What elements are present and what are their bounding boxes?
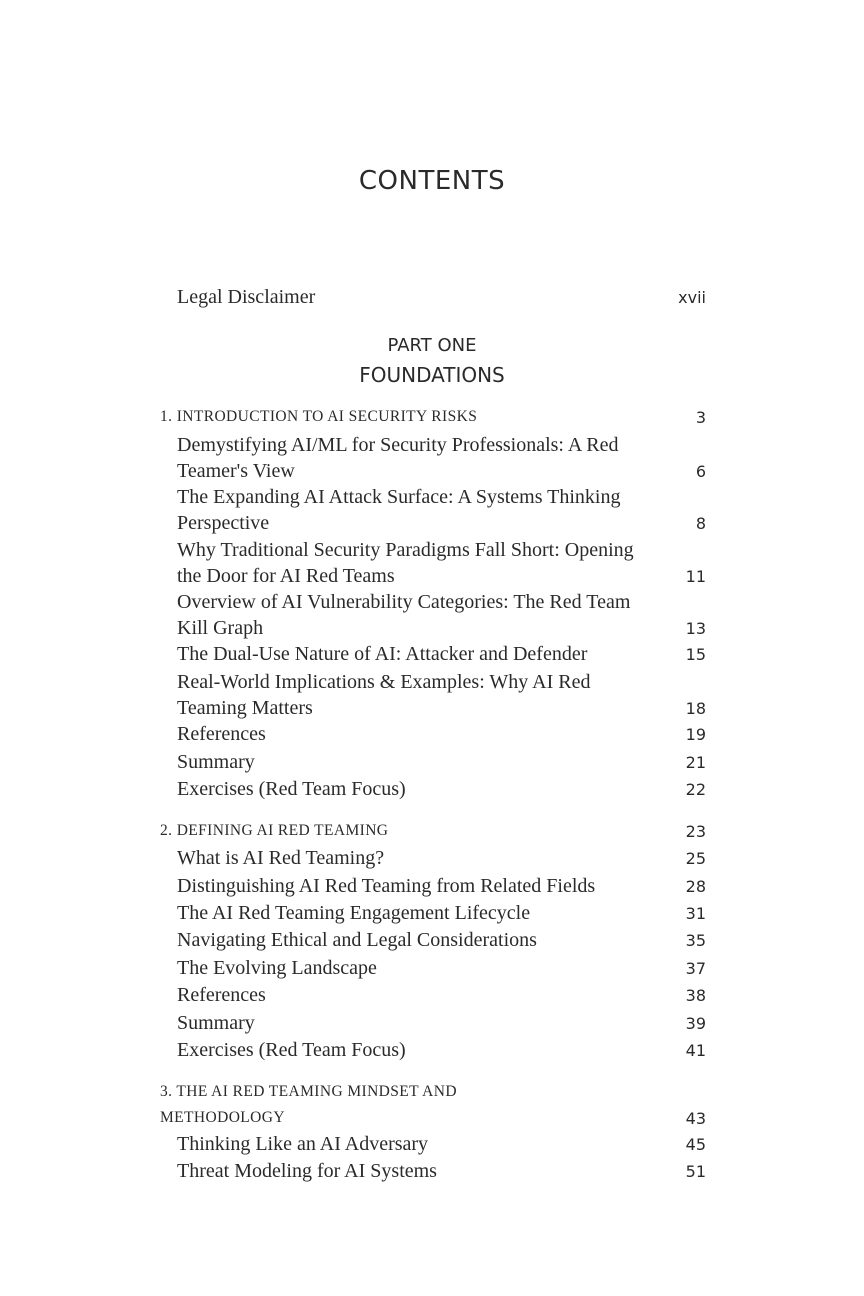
section-title: Threat Modeling for AI Systems (177, 1160, 437, 1182)
section-page: 37 (685, 959, 706, 978)
section-page: 35 (685, 931, 706, 950)
section-title: References (177, 723, 266, 745)
section-page: 21 (685, 753, 706, 772)
section-page: 22 (685, 780, 706, 799)
section-page: 13 (685, 619, 706, 638)
section-title: What is AI Red Teaming? (177, 847, 385, 869)
section-title: The Expanding AI Attack Surface: A Systems Thinking Perspective (177, 486, 621, 534)
section-title: Distinguishing AI Red Teaming from Related Fields (177, 875, 596, 897)
section-page: 19 (685, 725, 706, 744)
section-page: 18 (685, 699, 706, 718)
part-name: FOUNDATIONS (359, 363, 505, 387)
toc-entry-title: Legal Disclaimer (177, 286, 316, 308)
section-title: The Dual-Use Nature of AI: Attacker and Defender (177, 643, 588, 665)
section-page: 11 (685, 567, 706, 586)
part-label: PART ONE (387, 335, 477, 356)
section-page: 39 (685, 1014, 706, 1033)
section-title: Summary (177, 751, 255, 773)
section-title: References (177, 984, 266, 1006)
section-page: 45 (685, 1135, 706, 1154)
section-title: Exercises (Red Team Focus) (177, 1039, 406, 1061)
section-page: 51 (685, 1162, 706, 1181)
section-page: 25 (685, 849, 706, 868)
section-title: The Evolving Landscape (177, 957, 377, 979)
section-page: 15 (685, 645, 706, 664)
section-title: Real-World Implications & Examples: Why AI Red Teaming Matters (177, 671, 591, 719)
chapter-title: 3. THE AI RED TEAMING MINDSET AND METHODOLOGY (160, 1083, 457, 1126)
section-page: 38 (685, 986, 706, 1005)
toc-entry-page: xvii (678, 288, 706, 307)
section-title: Navigating Ethical and Legal Considerations (177, 929, 537, 951)
chapter-title: 2. DEFINING AI RED TEAMING (160, 822, 389, 839)
chapter-title: 1. INTRODUCTION TO AI SECURITY RISKS (160, 408, 478, 425)
section-title: The AI Red Teaming Engagement Lifecycle (177, 902, 531, 924)
section-page: 28 (685, 877, 706, 896)
section-page: 6 (695, 462, 706, 481)
section-title: Demystifying AI/ML for Security Professionals: A Red Teamer's View (177, 434, 619, 482)
section-page: 41 (685, 1041, 706, 1060)
section-title: Why Traditional Security Paradigms Fall Short: Opening the Door for AI Red Teams (177, 539, 634, 587)
section-title: Summary (177, 1012, 255, 1034)
section-page: 31 (685, 904, 706, 923)
section-title: Exercises (Red Team Focus) (177, 778, 406, 800)
section-title: Overview of AI Vulnerability Categories: The Red Team Kill Graph (177, 591, 631, 639)
section-page: 8 (695, 514, 706, 533)
chapter-page: 43 (685, 1109, 706, 1128)
section-title: Thinking Like an AI Adversary (177, 1133, 429, 1155)
chapter-page: 3 (695, 408, 706, 427)
chapter-page: 23 (685, 822, 706, 841)
page-title: CONTENTS (358, 166, 506, 196)
